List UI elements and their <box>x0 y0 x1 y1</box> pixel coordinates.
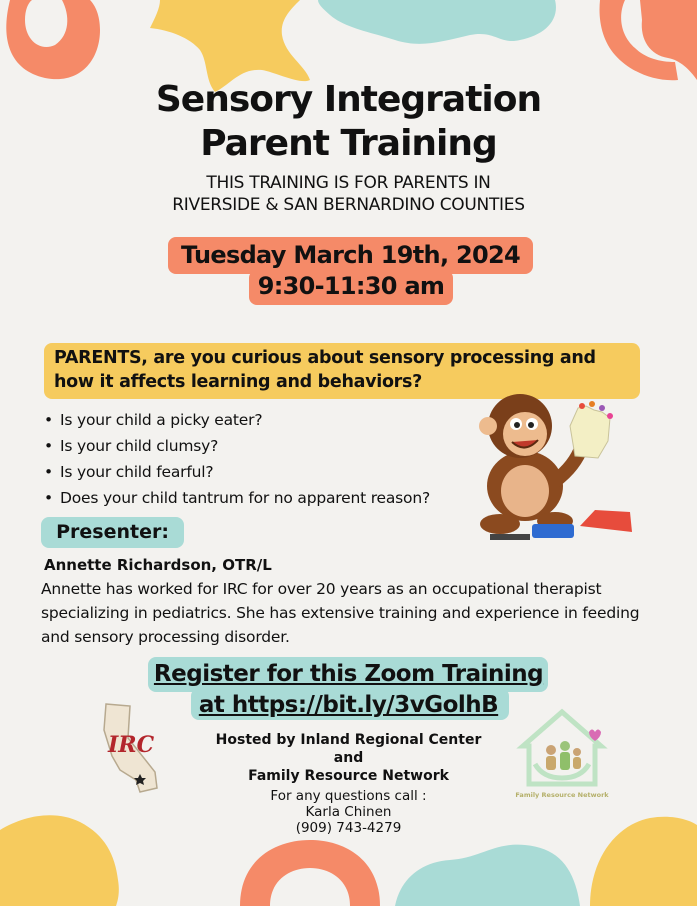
presenter-bio: Annette has worked for IRC for over 20 years as an occupational therapist specializing in pediatrics. She has extensive training and experience in feeding and sensory processing disorder. <box>41 580 640 646</box>
list-item: • Is your child a picky eater? <box>44 407 430 433</box>
contact-phone[interactable]: (909) 743-4279 <box>295 820 402 836</box>
question-list <box>44 407 430 511</box>
contact-line: For any questions call : <box>270 788 427 804</box>
frn-logo <box>515 706 609 792</box>
title-line-2: Parent Training <box>200 123 497 164</box>
event-time: 9:30-11:30 am <box>249 270 453 305</box>
hosted-line-2: and <box>333 750 364 766</box>
teal-bottom-blob <box>395 845 580 906</box>
subtitle-line-1: THIS TRAINING IS FOR PARENTS IN <box>206 173 491 193</box>
irc-logo <box>100 700 162 795</box>
yellow-bottom-right-blob <box>590 817 697 906</box>
coral-ring-shape <box>6 0 100 79</box>
frn-logo-label: Family Resource Network <box>515 791 609 799</box>
register-line-1[interactable]: Register for this Zoom Training <box>153 661 544 687</box>
yellow-blob-shape <box>0 815 119 906</box>
list-item: • Does your child tantrum for no apparent reason? <box>44 485 430 511</box>
hosted-line-3: Family Resource Network <box>248 768 449 784</box>
presenter-name: Annette Richardson, OTR/L <box>44 556 272 574</box>
event-date: Tuesday March 19th, 2024 <box>168 237 533 274</box>
irc-logo-text: IRC <box>108 732 155 758</box>
coral-bottom-arch <box>240 840 380 906</box>
register-line-2[interactable]: at https://bit.ly/3vGolhB <box>198 692 499 718</box>
presenter-heading: Presenter: <box>41 517 184 548</box>
subtitle-line-2: RIVERSIDE & SAN BERNARDINO COUNTIES <box>172 195 525 215</box>
question-line-1: PARENTS, are you curious about sensory processing and <box>54 348 596 368</box>
monkey-illustration <box>470 386 640 544</box>
hosted-line-1: Hosted by Inland Regional Center <box>215 732 482 748</box>
contact-name: Karla Chinen <box>305 804 392 820</box>
teal-blob-shape <box>318 0 556 44</box>
question-line-2: how it affects learning and behaviors? <box>54 372 422 392</box>
list-item: • Is your child clumsy? <box>44 433 430 459</box>
title-line-1: Sensory Integration <box>155 79 542 120</box>
list-item: • Is your child fearful? <box>44 459 430 485</box>
